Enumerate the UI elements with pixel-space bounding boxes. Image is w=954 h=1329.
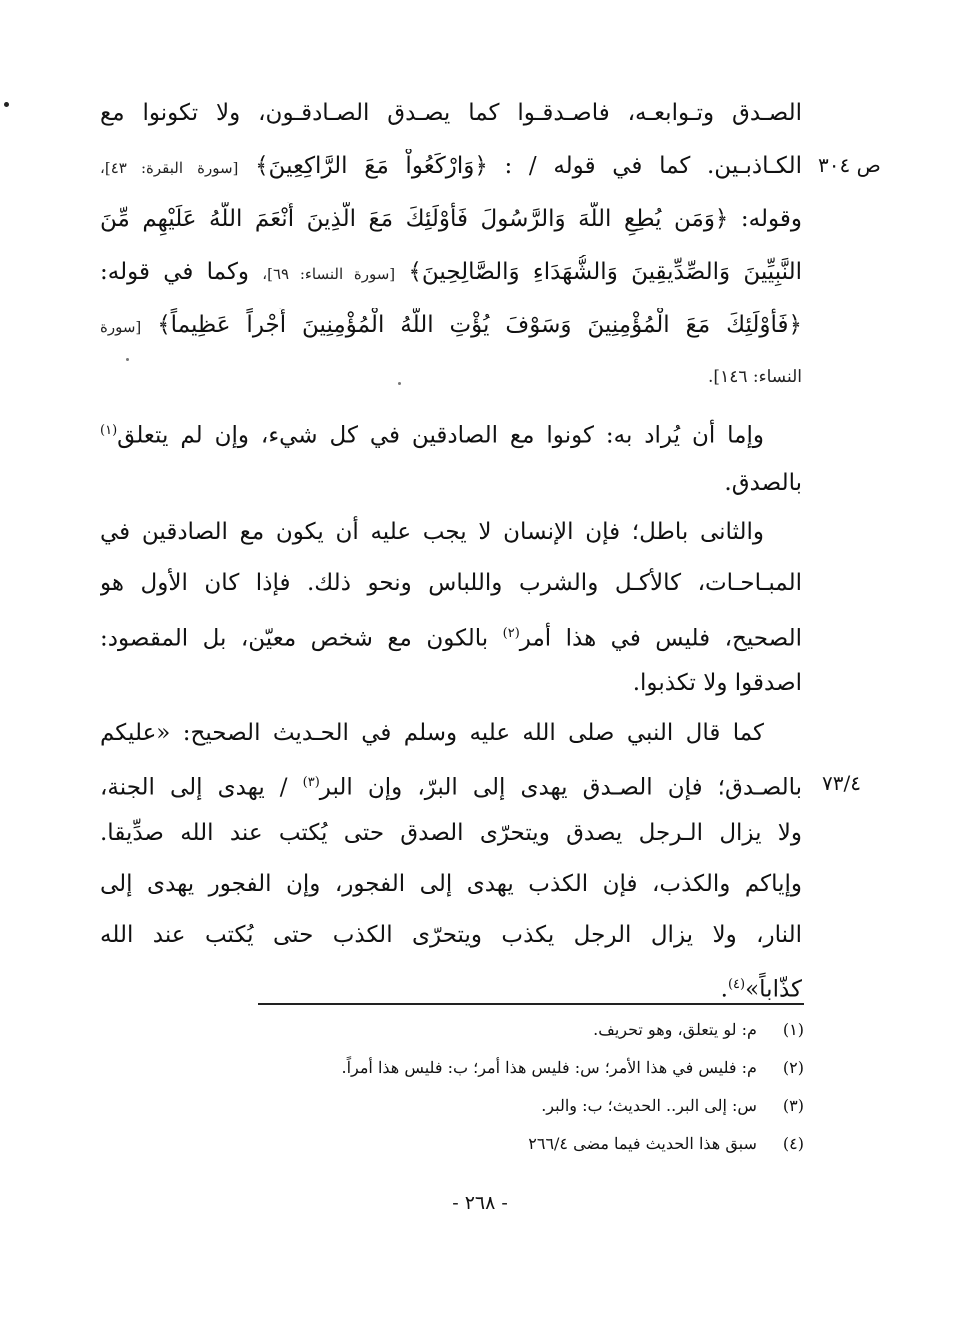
footnote bbox=[528, 1132, 804, 1156]
body-line: كما قال النبي صلى الله عليه وسلم في الحـديث الصحيح: «عليكم bbox=[100, 720, 764, 746]
body-line: اصدقوا ولا تكذبوا. bbox=[632, 670, 802, 696]
body-line bbox=[100, 255, 802, 291]
quran-reference: النساء: ١٤٦]. bbox=[708, 367, 802, 387]
page-number: - ٢٦٨ - bbox=[452, 1192, 508, 1214]
body-line bbox=[100, 358, 802, 394]
footnote-text: م: فليس في هذا الأمر؛ س: فليس هذا أمر؛ ب: فليس هذا أمراً. bbox=[341, 1058, 757, 1077]
body-line: النار، ولا يزال الرجل يكذب ويتحرّى الكذب حتى يُكتب عند الله bbox=[100, 922, 802, 948]
body-line bbox=[100, 414, 802, 453]
footnote-marker: (١) bbox=[100, 423, 118, 438]
body-text: وإما أن يُراد به: كونوا مع الصادقين في كل شيء، وإن لم يتعلق bbox=[117, 422, 764, 449]
body-text: كذّاباً» bbox=[745, 976, 802, 1003]
footnote-marker: (٢) bbox=[502, 626, 520, 641]
footnote-marker: (٣) bbox=[302, 775, 320, 790]
footnote-text: م: لو يتعلق، وهو تحريف. bbox=[593, 1020, 757, 1039]
scan-artifact bbox=[4, 102, 9, 107]
footnote-number: (٤) bbox=[782, 1134, 804, 1153]
body-text: بالكون مع شخص معيّن، بل المقصود: bbox=[100, 625, 503, 652]
body-line: وقوله: ﴿وَمَن يُطِعِ اللَّهَ وَالرَّسُولَ فَأُوْلَئِكَ مَعَ الَّذِينَ أَنْعَمَ اللَّهُ عَلَيْهِم مِّنَ bbox=[100, 206, 802, 232]
footnote-text: سبق هذا الحديث فيما مضى ٢٦٦/٤ bbox=[528, 1134, 757, 1153]
body-line: وإياكم والكذب، فإن الكذب يهدى إلى الفجور، وإن الفجور يهدى إلى bbox=[100, 871, 802, 897]
footnote-marker: (٤) bbox=[727, 977, 746, 992]
body-text: ﴿فَأُوْلَئِكَ مَعَ الْمُؤْمِنِينَ وَسَوْفَ يُؤْتِ اللَّهُ الْمُؤْمِنِينَ أَجْراً عَظِيماً﴾ bbox=[157, 312, 802, 338]
quran-reference: [سورة البقرة: ٤٣]، bbox=[100, 159, 239, 177]
body-line bbox=[100, 308, 802, 344]
margin-volume-reference: ٧٣/٤ bbox=[822, 771, 861, 795]
body-text: / يهدى إلى الجنة، bbox=[100, 774, 303, 801]
body-text: وكما في قوله: bbox=[100, 259, 250, 285]
body-line bbox=[100, 766, 802, 805]
footnote-number: (٢) bbox=[782, 1058, 804, 1077]
body-line: المبـاحـات، كالأكـل والشرب واللباس ونحو ذلك. فإذا كان الأول هو bbox=[100, 570, 802, 596]
body-line: والثانى باطل؛ فإن الإنسان لا يجب عليه أن يكون مع الصادقين في bbox=[100, 519, 764, 545]
footnote bbox=[541, 1094, 804, 1118]
body-text: النَّبِيِّينَ وَالصِّدِّيقِينَ وَالشُّهَدَاءِ وَالصَّالِحِينَ﴾ bbox=[408, 259, 802, 285]
body-line: ولا يزال الـرجل يصدق ويتحرّى الصدق حتى يُكتب عند الله صدِّيقا. bbox=[100, 820, 802, 846]
body-line bbox=[100, 968, 802, 1007]
body-text: . bbox=[720, 976, 728, 1003]
body-text: بالصـدق؛ فإن الصـدق يهدى إلى البرّ، وإن البر bbox=[319, 774, 802, 801]
body-line bbox=[100, 149, 802, 185]
quran-reference: [سورة النساء: ٦٩]، bbox=[262, 265, 396, 283]
footnote bbox=[593, 1018, 804, 1042]
footnote-divider bbox=[258, 1003, 804, 1005]
body-line bbox=[100, 617, 802, 656]
quran-reference: [سورة bbox=[100, 318, 142, 336]
footnote-number: (٣) bbox=[782, 1096, 804, 1115]
body-text: الصحيح، فليس في هذا أمر bbox=[519, 625, 802, 652]
body-line: بالصدق. bbox=[724, 470, 802, 496]
footnote-number: (١) bbox=[782, 1020, 804, 1039]
footnote bbox=[342, 1056, 805, 1080]
body-line: الصـدق وتـوابعـه، فاصـدقـوا كما يصـدق الصـادقـون، ولا تكونوا مع bbox=[100, 100, 802, 126]
footnote-text: س: إلى البر.. الحديث؛ ب: والبر. bbox=[541, 1096, 757, 1115]
margin-page-reference: ص ٣٠٤ bbox=[818, 153, 881, 177]
body-text: الكـاذبـين. كما في قوله / : ﴿وَارْكَعُواْ مَعَ الرَّاكِعِينَ﴾ bbox=[255, 153, 802, 179]
